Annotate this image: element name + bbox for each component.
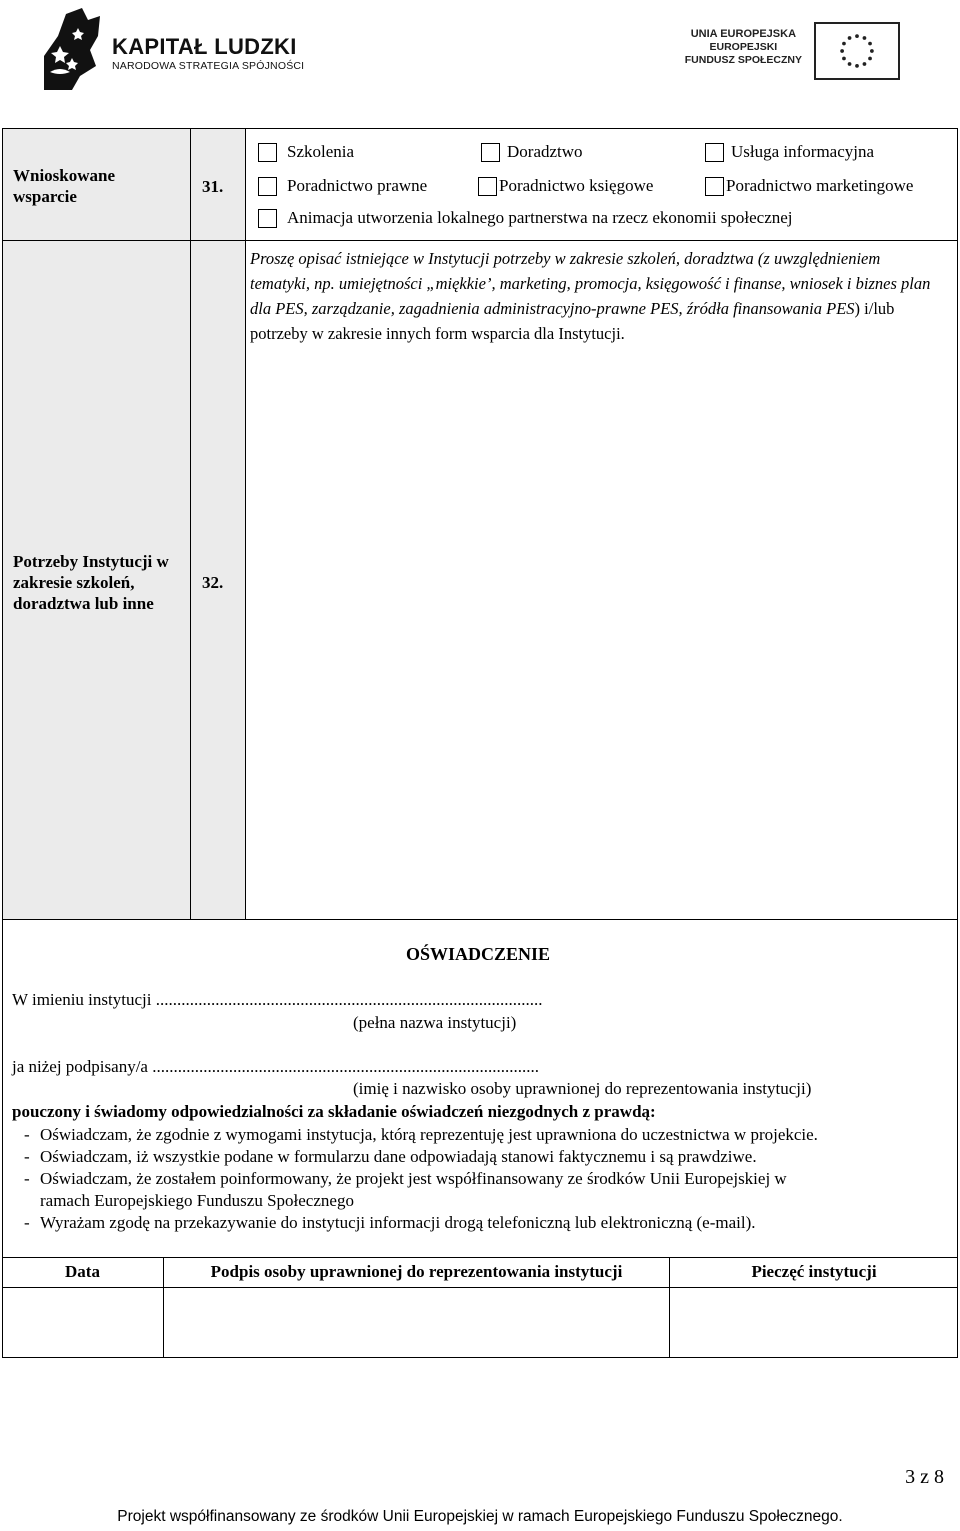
bullet-text: Oświadczam, że zgodnie z wymogami instytucja, którą reprezentuję jest uprawniona do uczestnictwa w projekcie. bbox=[40, 1125, 818, 1144]
declaration-title: OŚWIADCZENIE bbox=[405, 944, 551, 964]
checkbox-poradnictwo-ksiegowe[interactable] bbox=[478, 177, 497, 196]
number-column-bg bbox=[191, 129, 245, 919]
declaration-bullet-cont bbox=[24, 1191, 354, 1211]
label-column-bg bbox=[3, 129, 191, 919]
institution-name-caption: (pełna nazwa instytucji) bbox=[353, 1013, 517, 1032]
signature-header-date: Data bbox=[65, 1262, 100, 1281]
stamp-field[interactable] bbox=[670, 1288, 957, 1357]
institution-name-line[interactable]: W imieniu instytucji ........................................................................................... bbox=[12, 990, 543, 1009]
declaration-bullet: - Oświadczam, iż wszystkie podane w formularzu dane odpowiadają stanowi faktycznemu i są prawdziwe. bbox=[24, 1147, 757, 1166]
declaration-bullet: - Oświadczam, że zgodnie z wymogami instytucja, którą reprezentuję jest uprawniona do uczestnictwa w projekcie. bbox=[24, 1125, 818, 1144]
option-usluga-informacyjna[interactable] bbox=[705, 142, 874, 162]
option-poradnictwo-ksiegowe[interactable] bbox=[478, 176, 653, 196]
checkbox-szkolenia[interactable] bbox=[258, 143, 277, 162]
bullet-text: Oświadczam, że zostałem poinformowany, że projekt jest współfinansowany ze środków Unii Europejskiej w bbox=[40, 1169, 787, 1188]
date-field[interactable] bbox=[3, 1288, 163, 1357]
checkbox-doradztwo[interactable] bbox=[481, 143, 500, 162]
signatory-name-caption: (imię i nazwisko osoby uprawnionej do reprezentowania instytucji) bbox=[353, 1079, 812, 1098]
eu-line-1: UNIA EUROPEJSKA bbox=[690, 28, 797, 40]
option-poradnictwo-prawne[interactable] bbox=[258, 176, 427, 196]
declaration-intro: pouczony i świadomy odpowiedzialności za składanie oświadczeń niezgodnych z prawdą: bbox=[12, 1102, 656, 1121]
kapital-ludzki-logo-icon bbox=[36, 6, 106, 92]
bullet-text: Wyrażam zgodę na przekazywanie do instytucji informacji drogą telefoniczną lub elektroniczną (e-mail). bbox=[40, 1213, 756, 1232]
eu-line-2: EUROPEJSKI bbox=[709, 41, 778, 53]
grid-line bbox=[2, 919, 958, 920]
declaration-bullet: - Oświadczam, że zostałem poinformowany, że projekt jest współfinansowany ze środków Unii Europejskiej w bbox=[24, 1169, 787, 1188]
instructions-normal: ) i/lub potrzeby w zakresie innych form wsparcia dla Instytucji. bbox=[250, 299, 895, 343]
signature-field[interactable] bbox=[164, 1288, 669, 1357]
grid-line bbox=[190, 128, 191, 919]
signatory-name-line[interactable]: ja niżej podpisany/a ........................................................................................... bbox=[12, 1057, 539, 1076]
kapital-ludzki-subtitle: NARODOWA STRATEGIA SPÓJNOŚCI bbox=[112, 60, 305, 72]
row32-instructions bbox=[250, 246, 940, 346]
eu-logo-text bbox=[685, 28, 802, 67]
grid-line bbox=[2, 240, 958, 241]
option-label: Szkolenia bbox=[287, 142, 355, 161]
page-number: 3 z 8 bbox=[905, 1466, 944, 1488]
bullet-text: Oświadczam, iż wszystkie podane w formularzu dane odpowiadają stanowi faktycznemu i są prawdziwe. bbox=[40, 1147, 757, 1166]
row31-number: 31. bbox=[202, 177, 224, 196]
row32-label: Potrzeby Instytucji w zakresie szkoleń, doradztwa lub inne bbox=[13, 552, 169, 613]
checkbox-poradnictwo-prawne[interactable] bbox=[258, 177, 277, 196]
option-label: Doradztwo bbox=[507, 142, 583, 161]
eu-line-3: FUNDUSZ SPOŁECZNY bbox=[684, 54, 802, 66]
eu-flag-icon bbox=[814, 22, 900, 80]
signature-header-stamp: Pieczęć instytucji bbox=[751, 1262, 877, 1281]
option-animacja[interactable] bbox=[258, 208, 793, 228]
option-label: Poradnictwo prawne bbox=[287, 176, 428, 195]
needs-answer-area[interactable] bbox=[246, 380, 957, 918]
option-label: Animacja utworzenia lokalnego partnerstwa na rzecz ekonomii społecznej bbox=[287, 208, 793, 227]
option-doradztwo[interactable] bbox=[481, 142, 583, 162]
checkbox-usluga-informacyjna[interactable] bbox=[705, 143, 724, 162]
option-poradnictwo-marketingowe[interactable] bbox=[705, 176, 913, 196]
kapital-ludzki-title: KAPITAŁ LUDZKI bbox=[112, 34, 297, 59]
checkbox-animacja[interactable] bbox=[258, 209, 277, 228]
declaration-bullet: - Wyrażam zgodę na przekazywanie do instytucji informacji drogą telefoniczną lub elektroniczną (e-mail). bbox=[24, 1213, 756, 1232]
row32-number: 32. bbox=[202, 573, 224, 592]
page-header bbox=[0, 0, 960, 100]
instructions-italic: Proszę opisać istniejące w Instytucji potrzeby w zakresie szkoleń, doradztwa (z uwzględnieniem tematyki, np. umiejętności „miękkie’, marketing, promocja, księgowość i finanse, wniosek i biznes plan dla PES, zarządzanie, zagadnienia administracyjno-prawne PES, źródła finansowania PES bbox=[250, 249, 931, 318]
option-szkolenia[interactable] bbox=[258, 142, 354, 162]
signature-header-signature: Podpis osoby uprawnionej do reprezentowania instytucji bbox=[210, 1262, 623, 1281]
bullet-text: ramach Europejskiego Funduszu Społecznego bbox=[40, 1191, 354, 1210]
checkbox-poradnictwo-marketingowe[interactable] bbox=[705, 177, 724, 196]
grid-line bbox=[2, 1257, 958, 1258]
option-label: Poradnictwo marketingowe bbox=[726, 176, 914, 195]
option-label: Poradnictwo księgowe bbox=[499, 176, 654, 195]
page-footer: Projekt współfinansowany ze środków Unii Europejskiej w ramach Europejskiego Funduszu Społecznego. bbox=[117, 1508, 843, 1525]
option-label: Usługa informacyjna bbox=[731, 142, 875, 161]
row31-label: Wnioskowane wsparcie bbox=[13, 166, 116, 206]
